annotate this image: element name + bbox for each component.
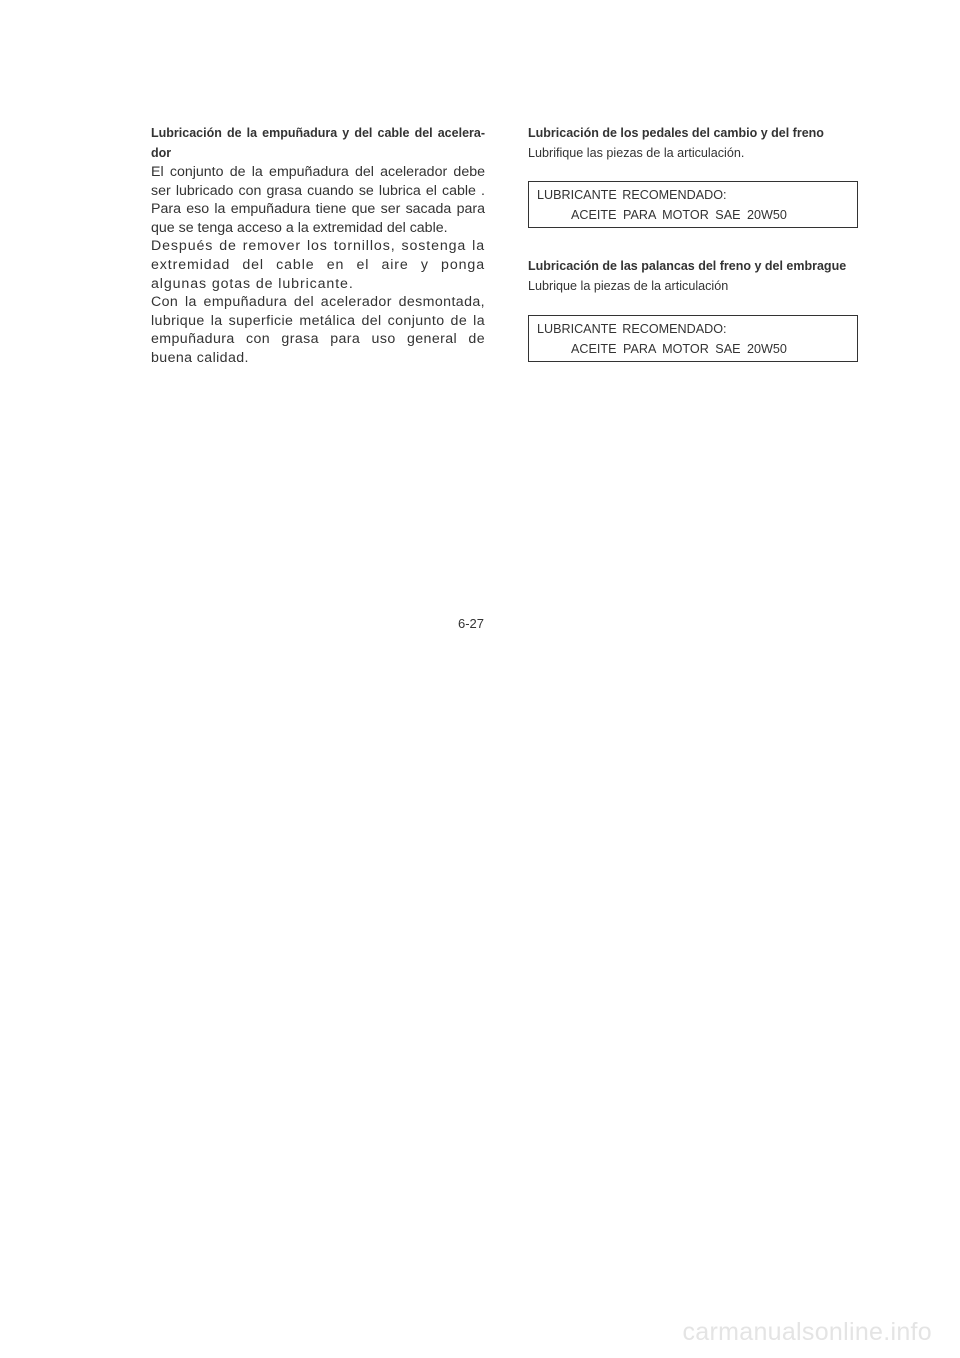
- recommended-lubricant-label: LUBRICANTE RECOMENDADO:: [537, 188, 727, 202]
- levers-heading: Lubricación de las palancas del freno y del embrague: [528, 259, 847, 273]
- watermark: carmanualsonline.info: [682, 1318, 932, 1346]
- throttle-grip-heading: Lubricación de la empuñadura y del cable del acelera-dor: [151, 126, 485, 160]
- recommended-lubricant-label: LUBRICANTE RECOMENDADO:: [537, 322, 727, 336]
- pedals-text: Lubrifique las piezas de la articulación.: [528, 146, 745, 160]
- throttle-grip-body: [151, 163, 485, 368]
- throttle-grip-section: [151, 123, 485, 368]
- recommended-lubricant-value: ACEITE PARA MOTOR SAE 20W50: [571, 208, 787, 222]
- pedals-heading: Lubricación de los pedales del cambio y del freno: [528, 126, 824, 140]
- paragraph: El conjunto de la empuñadura del acelerador debe ser lubricado con grasa cuando se lubrica el cable . Para eso la empuñadura tiene que ser sacada para que se tenga acceso a la extremidad del cable.: [151, 164, 485, 236]
- levers-section: [528, 256, 863, 294]
- pedals-section: [528, 123, 863, 161]
- paragraph: Después de remover los tornillos, sostenga la extremidad del cable en el aire y ponga algunas gotas de lubricante.: [151, 238, 485, 292]
- recommended-lubricant-value: ACEITE PARA MOTOR SAE 20W50: [571, 342, 787, 356]
- levers-recommended-lubricant-box: [528, 315, 858, 362]
- levers-text: Lubrique la piezas de la articulación: [528, 279, 729, 293]
- page-number: 6-27: [457, 616, 485, 631]
- paragraph: Con la empuñadura del acelerador desmontada, lubrique la superficie metálica del conjunto de la empuñadura con grasa para uso general de buena calidad.: [151, 294, 485, 366]
- pedals-recommended-lubricant-box: [528, 181, 858, 228]
